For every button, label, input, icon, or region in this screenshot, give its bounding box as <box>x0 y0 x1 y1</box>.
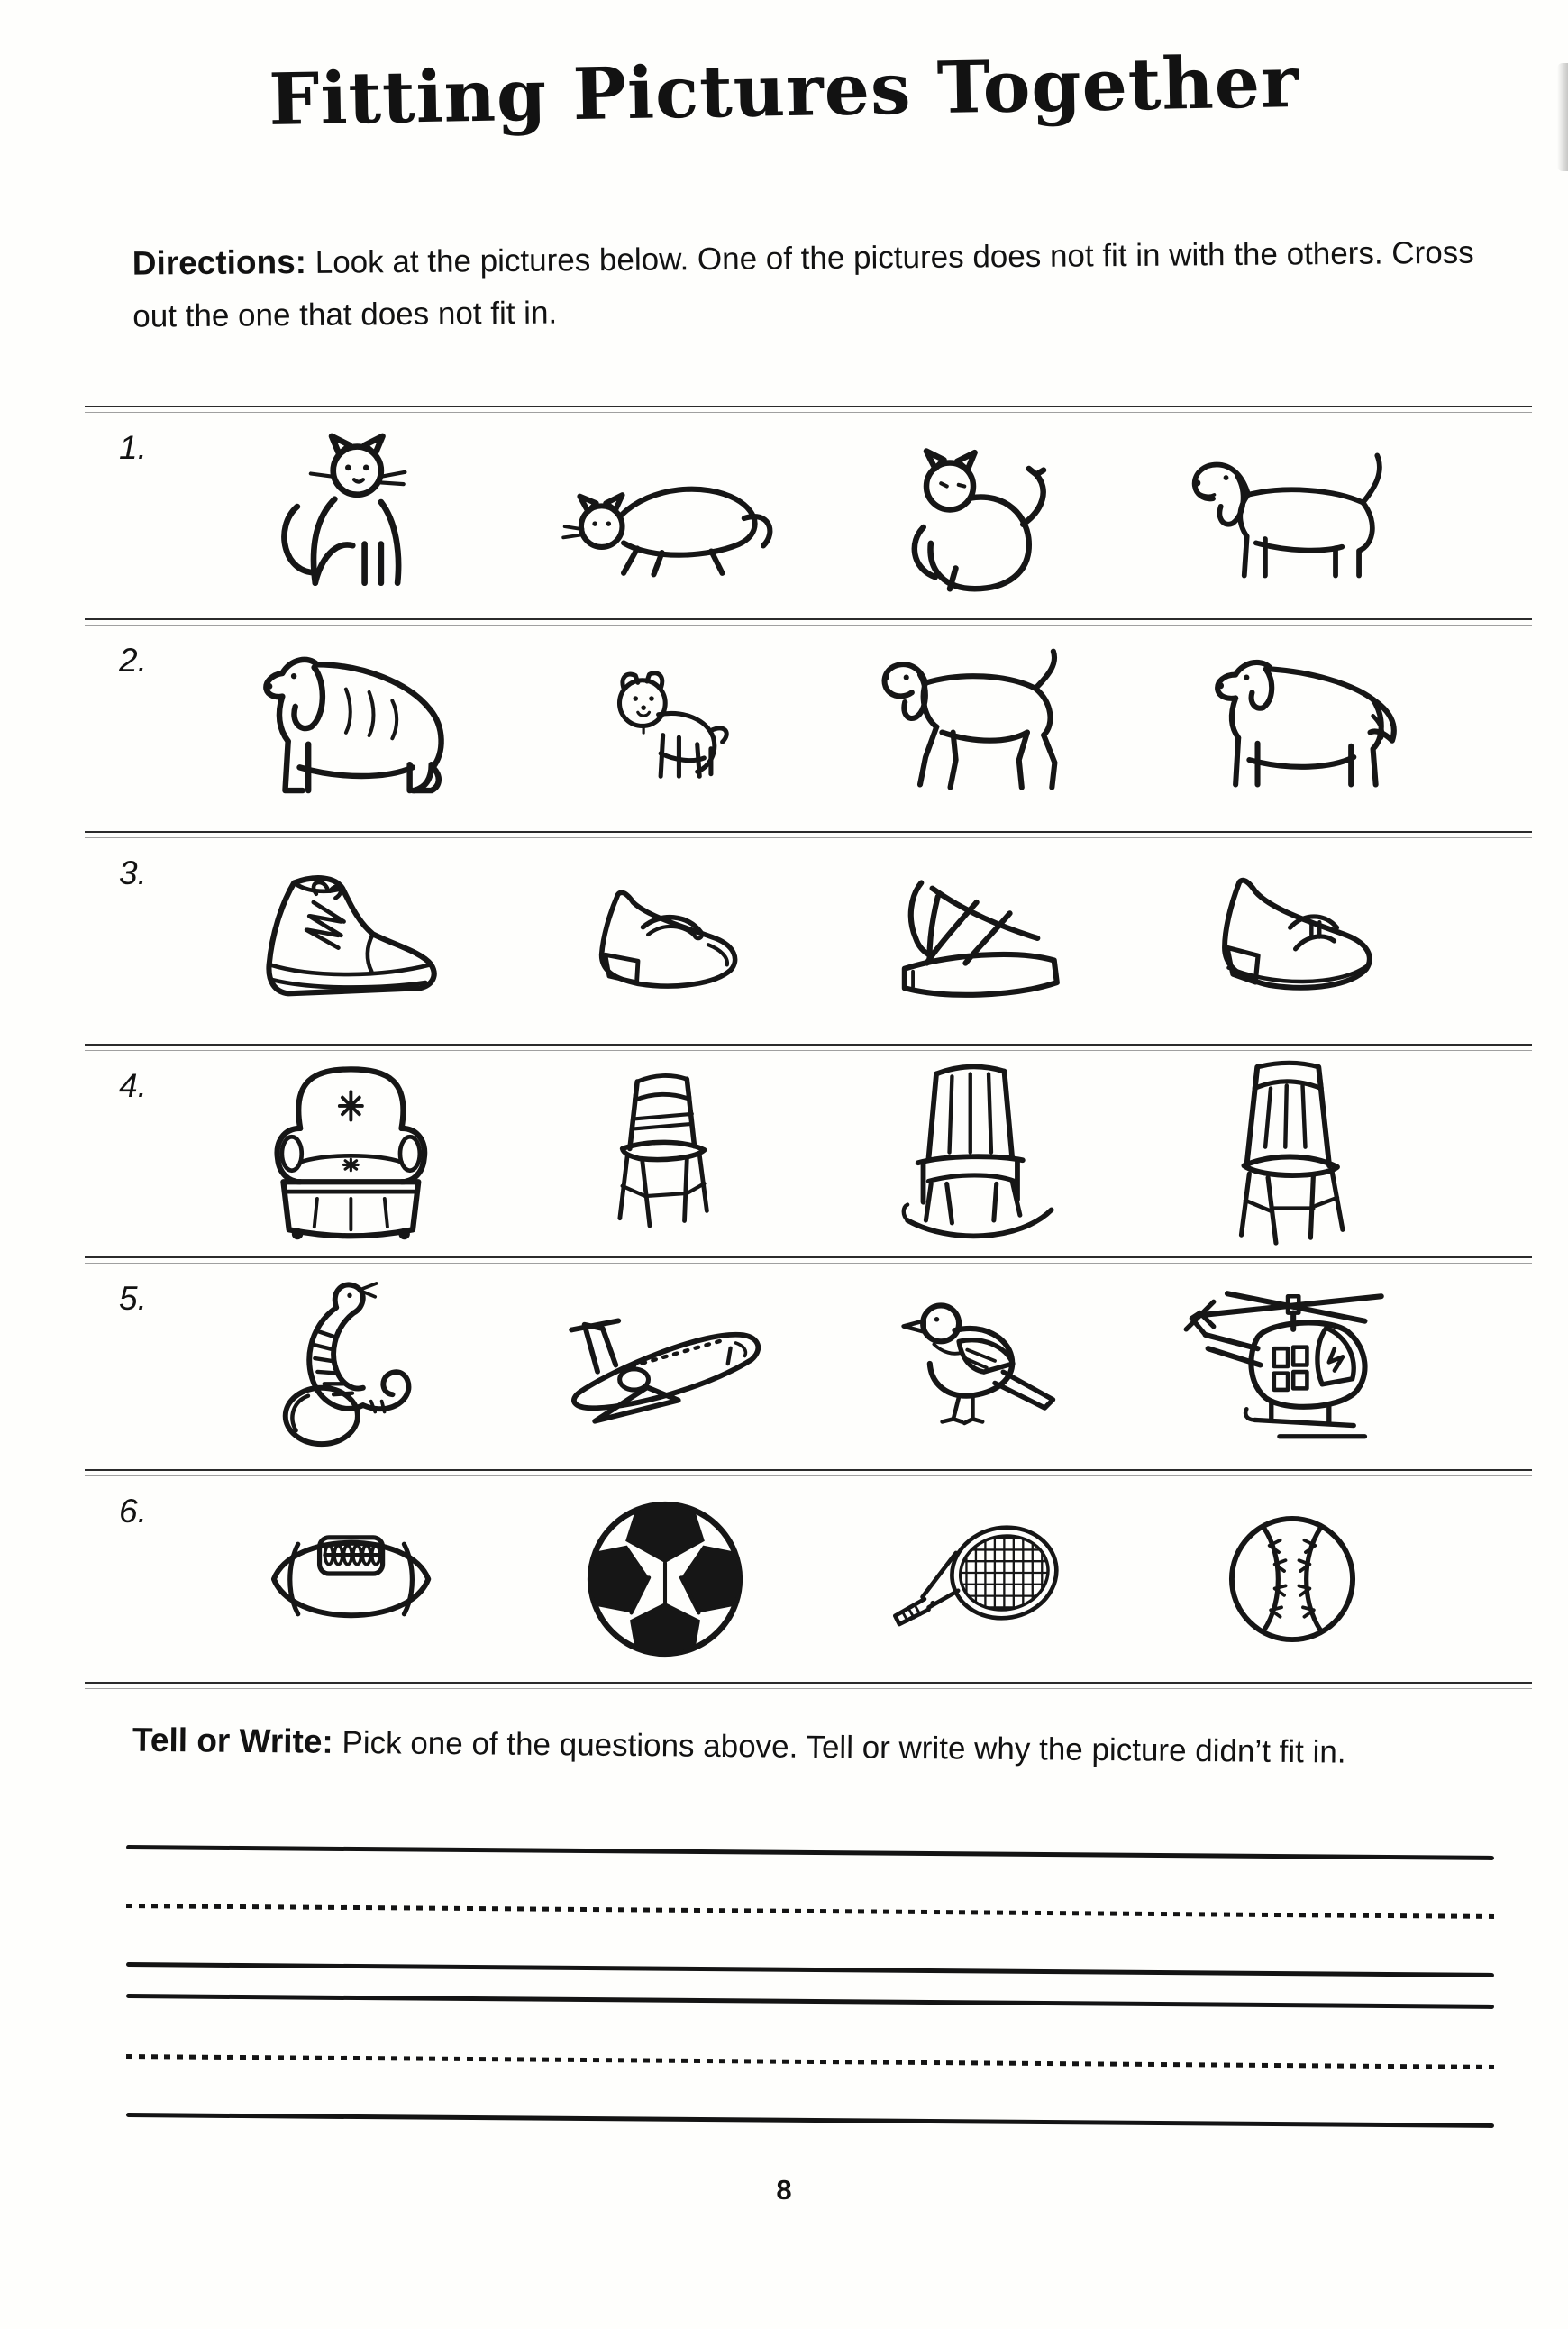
row-number: 1. <box>119 429 147 466</box>
writing-line-solid <box>126 1845 1494 1860</box>
row-number: 5. <box>119 1280 147 1317</box>
directions <box>132 224 1508 342</box>
tell-or-write <box>132 1713 1508 1781</box>
row-separator <box>85 406 1532 413</box>
row-separator <box>85 618 1532 626</box>
scan-curl-artifact <box>1557 63 1568 171</box>
writing-line-solid <box>126 2113 1494 2128</box>
writing-line-solid <box>126 1994 1494 2009</box>
picture-shaggy-spaniel-dog[interactable] <box>195 626 508 831</box>
page-number: 8 <box>776 2174 792 2206</box>
row-number: 2. <box>119 642 147 679</box>
row-separator <box>85 831 1532 838</box>
picture-walking-hound-dog[interactable] <box>822 626 1135 831</box>
writing-line-dashed <box>126 2054 1494 2069</box>
writing-line-dashed <box>126 1904 1494 1919</box>
picture-retriever-dog[interactable] <box>1135 626 1449 831</box>
page-title: Fitting Pictures Together <box>268 40 1300 142</box>
exercise-row-6 <box>0 1476 1568 1682</box>
exercise-row-5 <box>0 1264 1568 1469</box>
picture-cobra-snake[interactable] <box>195 1264 508 1469</box>
picture-lying-cat[interactable] <box>508 413 822 618</box>
picture-basset-hound-dog[interactable] <box>1135 413 1449 618</box>
picture-loafer-shoe[interactable] <box>1135 838 1449 1044</box>
picture-wooden-side-chair[interactable] <box>508 1051 822 1256</box>
picture-grooming-cat[interactable] <box>822 413 1135 618</box>
picture-puppy-dog[interactable] <box>508 626 822 831</box>
tell-or-write-label: Tell or Write: <box>132 1721 333 1760</box>
row-separator <box>85 1469 1532 1476</box>
picture-bird[interactable] <box>822 1264 1135 1469</box>
row-separator <box>85 1044 1532 1051</box>
tell-or-write-text: Pick one of the questions above. Tell or write why the picture didn’t fit in. <box>342 1724 1346 1770</box>
row-number: 6. <box>119 1493 147 1530</box>
picture-tennis-racket[interactable] <box>822 1476 1135 1682</box>
exercise-row-3 <box>0 838 1568 1044</box>
row-separator <box>85 1256 1532 1264</box>
exercise-row-1 <box>0 413 1568 618</box>
picture-helicopter[interactable] <box>1135 1264 1449 1469</box>
writing-line-solid <box>126 1962 1494 1977</box>
picture-soccer-ball[interactable] <box>508 1476 822 1682</box>
directions-label: Directions: <box>132 242 307 282</box>
picture-football[interactable] <box>195 1476 508 1682</box>
picture-strap-sandal[interactable] <box>822 838 1135 1044</box>
row-number: 3. <box>119 854 147 891</box>
picture-high-top-sneaker[interactable] <box>195 838 508 1044</box>
row-number: 4. <box>119 1067 147 1104</box>
exercise-rows <box>0 406 1568 1689</box>
row-separator <box>85 1682 1532 1689</box>
directions-text: Look at the pictures below. One of the pictures does not fit in with the others. Cross out the one that does not fit in. <box>132 234 1474 334</box>
picture-mary-jane-shoe[interactable] <box>508 838 822 1044</box>
picture-slat-back-chair[interactable] <box>1135 1051 1449 1256</box>
exercise-row-4 <box>0 1051 1568 1256</box>
picture-jet-airplane[interactable] <box>508 1264 822 1469</box>
picture-upholstered-armchair[interactable] <box>195 1051 508 1256</box>
picture-rocking-chair[interactable] <box>822 1051 1135 1256</box>
picture-baseball[interactable] <box>1135 1476 1449 1682</box>
answer-writing-area[interactable] <box>126 1839 1494 2136</box>
exercise-row-2 <box>0 626 1568 831</box>
picture-sitting-cat[interactable] <box>195 413 508 618</box>
